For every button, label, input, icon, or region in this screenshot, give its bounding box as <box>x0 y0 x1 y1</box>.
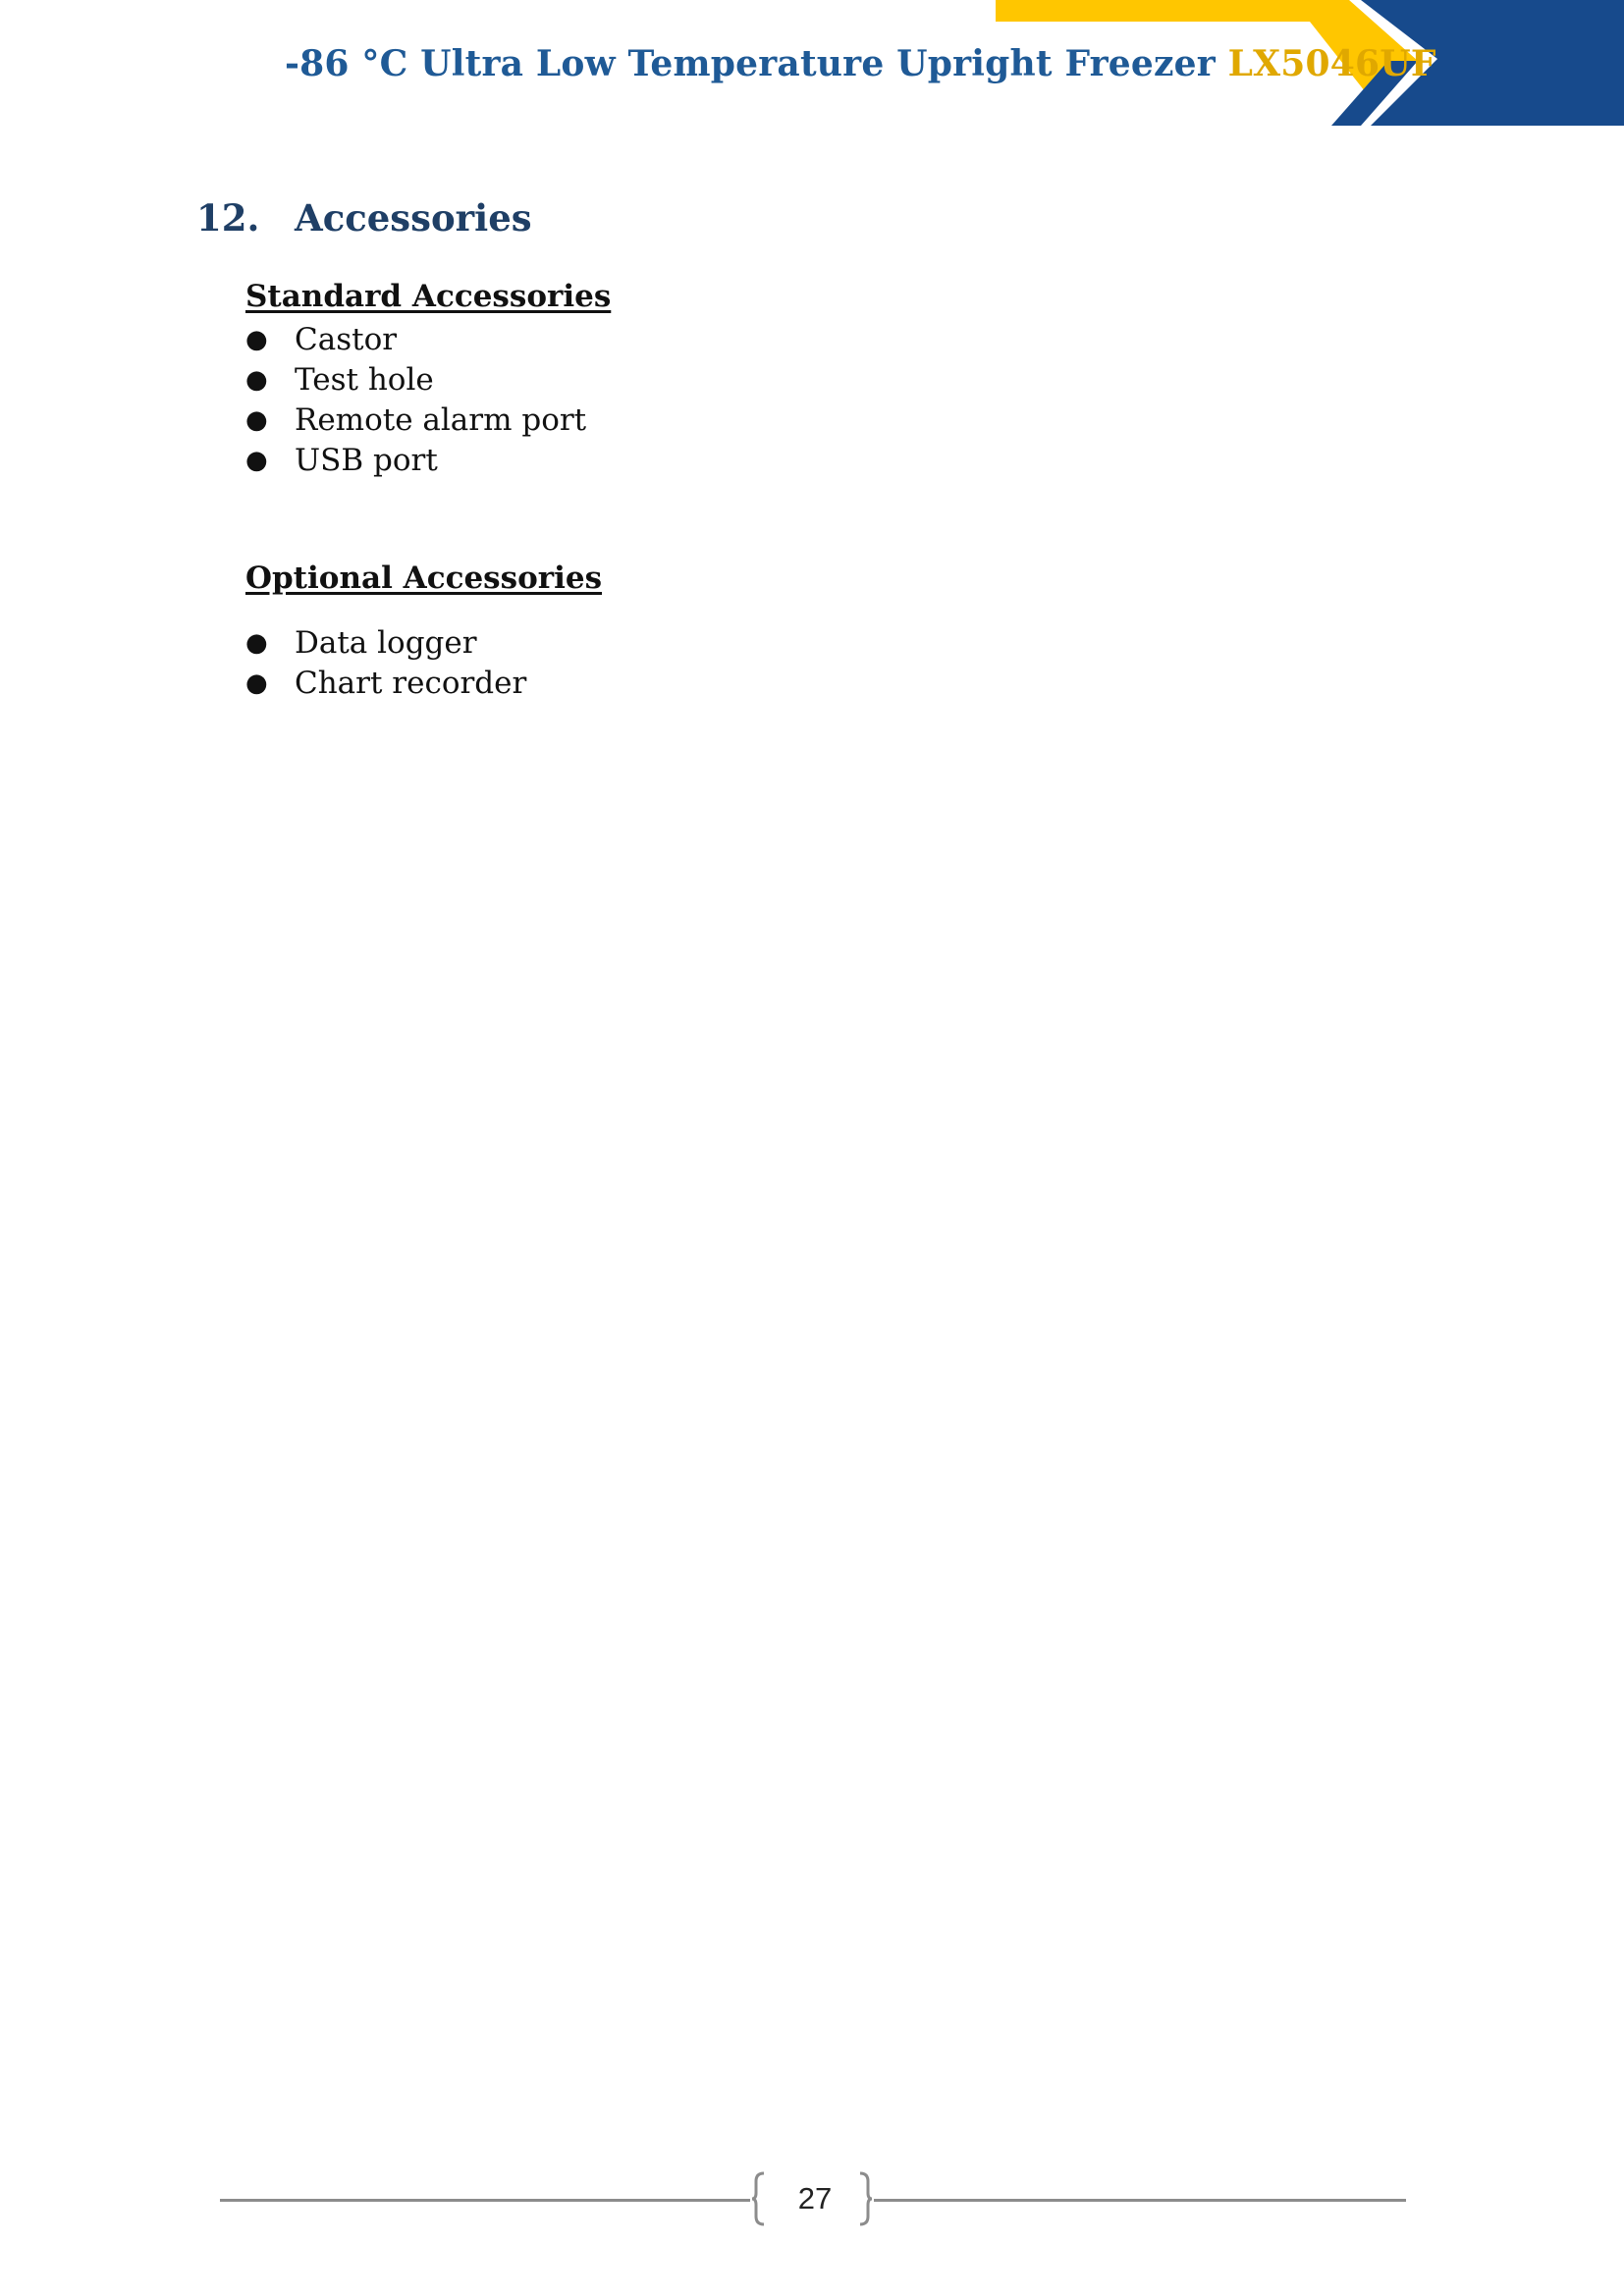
bullet-icon: ● <box>245 628 268 658</box>
section-number: 12. <box>196 196 260 240</box>
list-item <box>245 441 586 481</box>
bullet-icon: ● <box>245 446 268 475</box>
footer-left-brace-icon <box>752 2171 766 2226</box>
list-item-text: Castor <box>295 322 398 357</box>
document-header-title <box>285 43 1436 84</box>
list-item-text: Data logger <box>295 625 477 661</box>
section-title: Accessories <box>295 196 532 240</box>
footer-rule-right <box>874 2199 1406 2202</box>
optional-accessories-list <box>245 623 526 704</box>
list-item <box>245 664 526 704</box>
standard-accessories-list <box>245 320 586 481</box>
list-item <box>245 320 586 360</box>
list-item <box>245 400 586 441</box>
section-heading <box>196 196 532 240</box>
optional-accessories-heading: Optional Accessories <box>245 561 603 596</box>
header-product-name: -86 °C Ultra Low Temperature Upright Freezer <box>285 43 1216 84</box>
list-item <box>245 623 526 664</box>
page-number: 27 <box>797 2181 833 2216</box>
list-item-text: USB port <box>295 443 438 478</box>
list-item-text: Test hole <box>295 362 434 398</box>
bullet-icon: ● <box>245 365 268 395</box>
standard-accessories-heading: Standard Accessories <box>245 279 612 314</box>
footer-rule-left <box>220 2199 750 2202</box>
list-item-text: Chart recorder <box>295 666 527 701</box>
bullet-icon: ● <box>245 405 268 435</box>
list-item <box>245 360 586 400</box>
header-model-number: LX5046UF <box>1227 43 1436 84</box>
bullet-icon: ● <box>245 668 268 698</box>
bullet-icon: ● <box>245 325 268 354</box>
list-item-text: Remote alarm port <box>295 402 587 438</box>
